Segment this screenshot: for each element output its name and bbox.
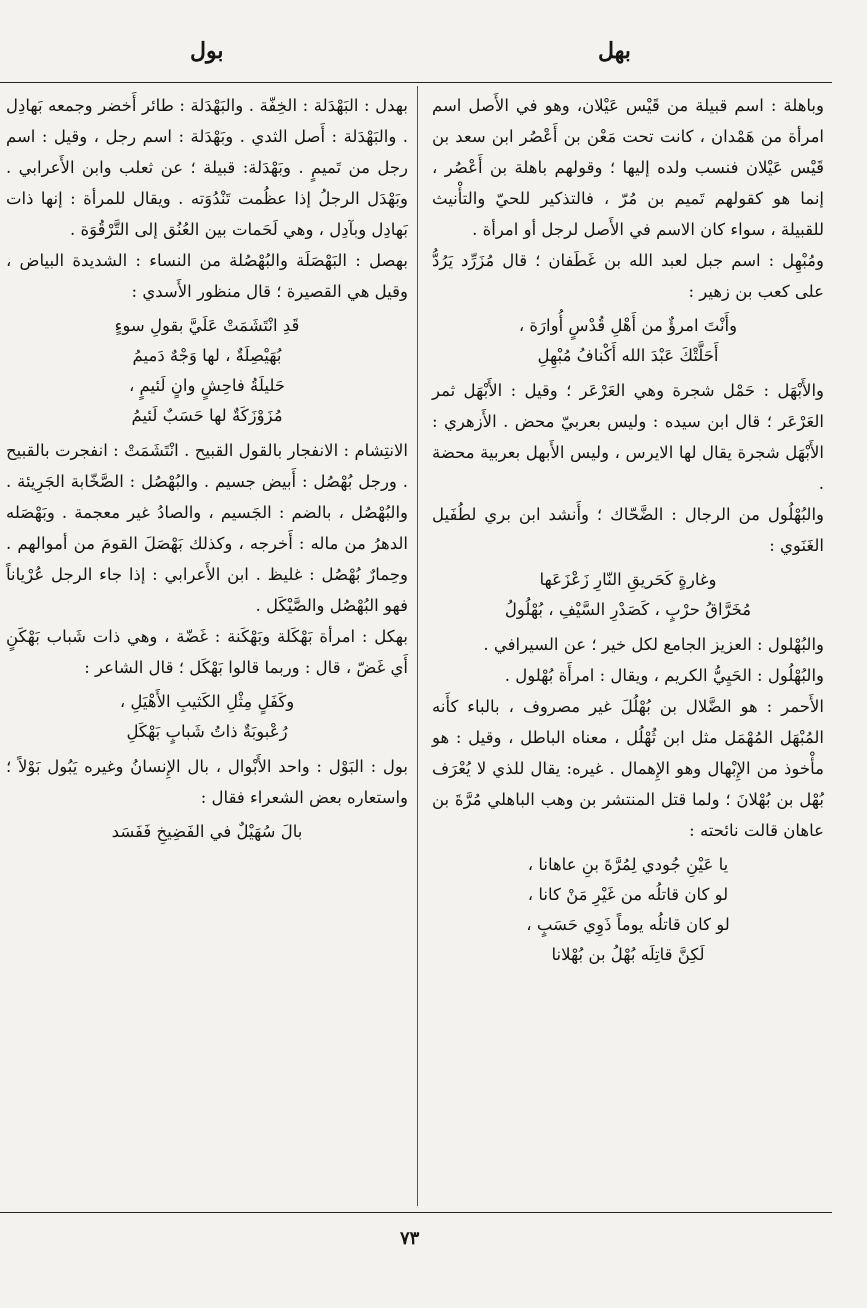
verse-line: لَكِنَّ قاتِلَه بُهْلُ بن بُهْلانا [551, 945, 705, 964]
entry-bwl: بول : البَوْل : واحد الأَبْوال ، بال الإِنسانُ وغيره يَبُول بَوْلاً ؛ واستعاره بعض الشعراء فقال : [6, 757, 408, 807]
right-column [432, 90, 824, 974]
page-number: ٧٣ [400, 1228, 420, 1249]
verse-line: وأَنْتَ امرؤٌ من أَهْلِ قُدْسٍ أُوارَة ، [518, 316, 738, 335]
verse-line: بالَ سُهَيْلٌ في الفَضِيخِ فَفَسَد [111, 822, 303, 841]
verse-line: بُهَيْصِلَةٌ ، لها وَجْهٌ دَميمُ [132, 346, 282, 365]
entry-paragraph: ومُبْهِل : اسم جبل لعبد الله بن غَطَفان ؛ قال مُزَرِّد يَرُدُّ على كعب بن زهير : [432, 251, 824, 301]
entry-bhsl-continued: الانتِشام : الانفجار بالقول القبيح . انْتَشَمَتْ : انفجرت بالقبيح . ورجل بُهْصُل : أَبيض جسيم . والبُهْصُل : الصَّخّابة الجَرِيئة . والبُهْصُل ، بالضم : الجَسيم ، والصادُ غير معجمة . وبَهْصَله الدهرُ من ماله : أَخرجه ، وكذلك بَهْصَلَ القومَ من أموالهم . وحِمارٌ بُهْصُل : غليظ . ابن الأَعرابي : إذا جاء الرجل عُرْياناً فهو البُهْصُل والصَّيْكَل . [6, 441, 408, 615]
verse-line: يا عَيْنِ جُودي لِمُرَّةَ بنِ عاهانا ، [527, 855, 729, 874]
verse-block [6, 687, 408, 747]
left-running-head: بول [190, 38, 224, 64]
verse-line: حَليلَةُ فاحِشٍ وانٍ لَئيمٍ ، [128, 376, 286, 395]
entry-paragraph: والبُهْلُول : الحَيِيُّ الكريم ، ويقال : امرأَة بُهْلول . [504, 666, 824, 685]
verse-line: مُزَوْزَكَةٌ لها حَسَبٌ لَئيمُ [131, 406, 283, 425]
entry-bhsl: بهصل : البَهْصَلَة والبُهْصُلة من النساء : الشديدة البياض ، وقيل هي القصيرة ؛ قال منظور الأَسدي : [6, 251, 408, 301]
entry-bhdl: بهدل : البَهْدَلة : الخِفّة . والبَهْدَلة : طائر أَخضر وجمعه بَهادِل . والبَهْدَلة : أَصل الثدي . وبَهْدَلة : اسم رجل ، وقيل : اسم رجل من تَميمٍ . وبَهْدَلة: قبيلة ؛ عن ثعلب وابن الأَعرابي . وبَهْدَل الرجلُ إذا عظُمت تَنْدُوَته . ويقال للمرأة : إنها ذات بَهادِل وبآدِل ، وهي لَحَمات بين العُنُق إلى التَّرْقُوَة . [6, 96, 408, 239]
entry-paragraph: الأَحمر : هو الضَّلال بن بُهْلُلَ غير مصروف ، بالباء كأَنه المُبْهَل المُهْمَل مثل ابن ثُهْلُل ، معناه الباطل ، وقيل : هو مأْخوذ من الإِبْهال وهو الإِهمال . غيره: يقال للذي لا يُعْرَف بُهْل بن بُهْلانَ ؛ ولما قتل المنتشر بن وهب الباهلي مُرَّةَ بن عاهان قالت نائحته : [432, 697, 824, 840]
left-column [6, 90, 408, 851]
footer-rule [0, 1212, 832, 1213]
verse-line: لو كان قاتلُه من غَيْرِ مَنْ كانا ، [527, 885, 729, 904]
right-running-head: بهل [598, 38, 631, 64]
verse-block [6, 817, 408, 847]
column-divider [417, 86, 418, 1206]
verse-line: لو كان قاتلُه يوماً ذَوِي حَسَبٍ ، [526, 915, 730, 934]
entry-paragraph: والبُهْلول : العزيز الجامع لكل خير ؛ عن السيرافي . [483, 635, 824, 654]
verse-block [432, 565, 824, 625]
entry-paragraph: وباهلة : اسم قبيلة من قَيْس عَيْلان، وهو في الأَصل اسم امرأة من هَمْدان ، كانت تحت مَعْن بن أَعْصُر ابن سعد بن قَيْس عَيْلان فنسب ولده إليها ؛ وقولهم باهلة بن أَعْصُر ، إنما هو كقولهم تَميم بن مُرّ ، فالتذكير للحيّ والتأْنيث للقبيلة ، سواء كان الاسم في الأَصل لرجل أو امرأة . [432, 96, 824, 239]
verse-block [432, 311, 824, 371]
verse-line: مُخَرَّاقُ حرْبٍ ، كَصَدْرِ السَّيْفِ ، بُهْلُولُ [504, 600, 752, 619]
entry-paragraph: والأَبْهَل : حَمْل شجرة وهي العَرْعَر ؛ وقيل : الأَبْهَل ثمر العَرْعَر ؛ قال ابن سيده : وليس بعربيّ محض . الأَزهري : الأَبْهَل شجرة يقال لها الايرس ، وليس الأَبهل بعربية محضة . [432, 381, 824, 493]
verse-line: وكَفَلٍ مِثْلِ الكَثيبِ الأَهْيَلِ ، [119, 692, 295, 711]
header-rule [0, 82, 832, 83]
verse-line: رُعْبوبَةٌ ذاتُ شَبابٍ بَهْكَلِ [126, 722, 288, 741]
verse-block [6, 311, 408, 431]
entry-bhkl: بهكل : امرأة بَهْكَلة وبَهْكَنة : غَضّة ، وهي ذات شَباب بَهْكَنٍ أَي غَضّ ، قال : وربما قالوا بَهْكَل ؛ قال الشاعر : [6, 627, 408, 677]
verse-line: أَحَلَّتْكَ عَبْدَ الله أَكْنافُ مُبْهِلِ [537, 346, 719, 365]
verse-block [432, 850, 824, 970]
verse-line: وغارةٍ كَحَريقِ النّارِ زَعْزَعَها [539, 570, 717, 589]
verse-line: قَدِ انْتَشَمَتْ عَلَيَّ بقولِ سوءٍ [114, 316, 300, 335]
entry-paragraph: والبُهْلُول من الرجال : الضَّحّاك ؛ وأَنشد ابن بري لطُفَيل الغَنَوي : [432, 505, 824, 555]
